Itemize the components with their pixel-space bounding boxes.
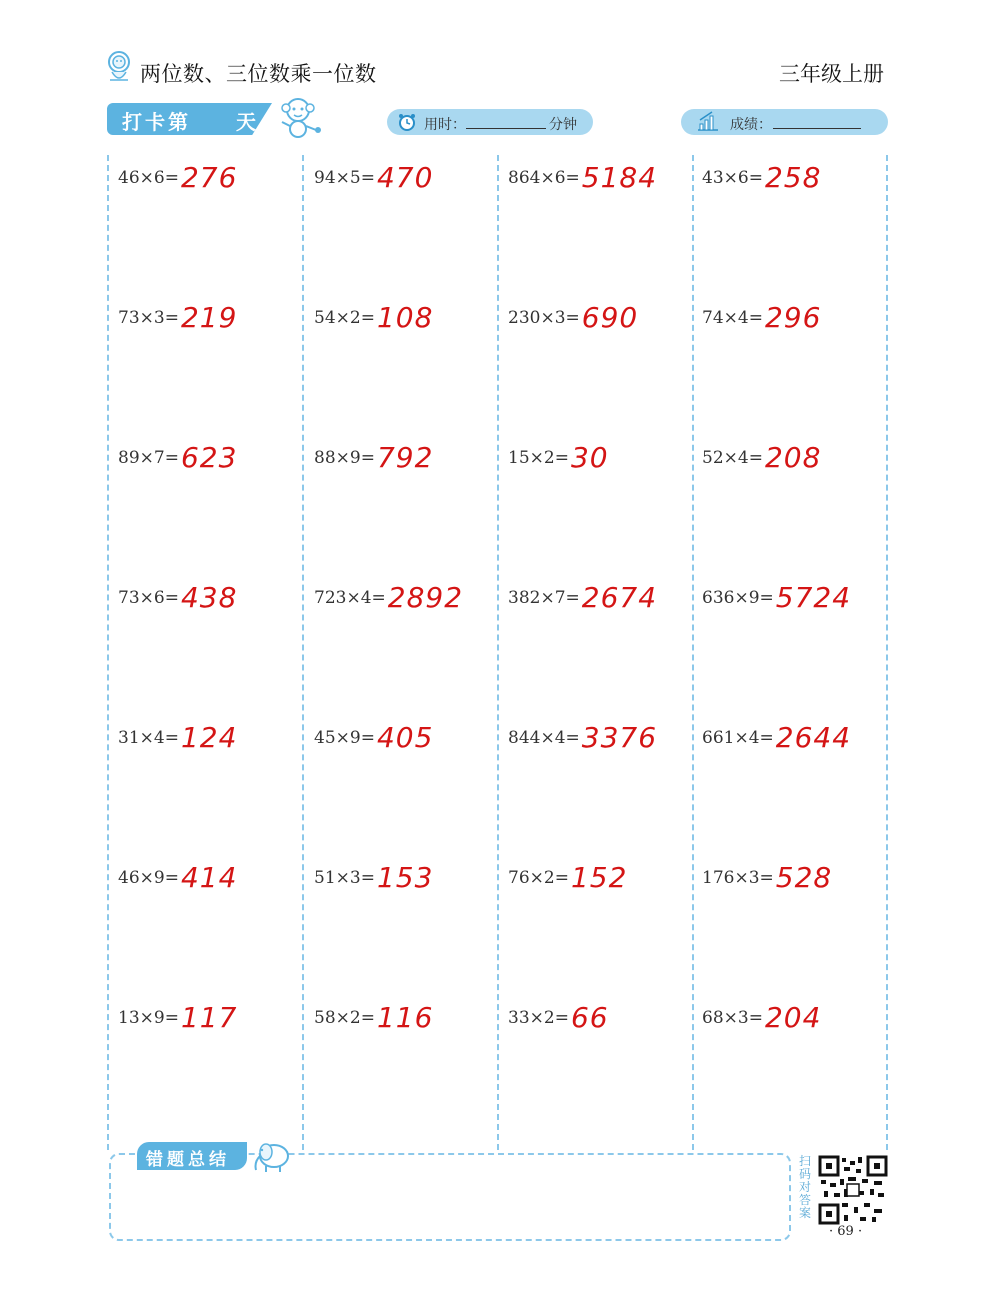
handwritten-answer[interactable]: 153 bbox=[376, 861, 434, 894]
handwritten-answer[interactable]: 258 bbox=[764, 161, 822, 194]
problem-item bbox=[314, 144, 433, 194]
problem-item bbox=[702, 984, 821, 1034]
problem-item bbox=[508, 144, 657, 194]
lion-mascot-icon bbox=[104, 50, 134, 84]
problem-expression: 54×2= bbox=[314, 308, 375, 328]
page-number: · 69 · bbox=[829, 1224, 863, 1239]
handwritten-answer[interactable]: 276 bbox=[180, 161, 238, 194]
qr-code-icon[interactable] bbox=[818, 1155, 888, 1225]
problem-item bbox=[702, 844, 832, 894]
problem-expression: 382×7= bbox=[508, 588, 580, 608]
problem-item bbox=[702, 564, 851, 614]
handwritten-answer[interactable]: 5724 bbox=[775, 581, 852, 614]
problem-item bbox=[508, 844, 627, 894]
alarm-clock-icon bbox=[397, 112, 417, 132]
column-divider bbox=[302, 155, 304, 1150]
handwritten-answer[interactable]: 2674 bbox=[581, 581, 658, 614]
problem-expression: 43×6= bbox=[702, 168, 763, 188]
grade-label: 三年级上册 bbox=[779, 62, 884, 86]
chapter-title: 两位数、三位数乘一位数 bbox=[140, 62, 377, 86]
problem-item bbox=[314, 844, 433, 894]
problem-expression: 74×4= bbox=[702, 308, 763, 328]
problem-expression: 864×6= bbox=[508, 168, 580, 188]
elephant-mascot-icon bbox=[250, 1138, 294, 1174]
problem-expression: 52×4= bbox=[702, 448, 763, 468]
time-unit-label: 分钟 bbox=[549, 117, 577, 133]
handwritten-answer[interactable]: 5184 bbox=[581, 161, 658, 194]
time-label: 用时： bbox=[424, 117, 466, 133]
handwritten-answer[interactable]: 414 bbox=[180, 861, 238, 894]
problem-expression: 45×9= bbox=[314, 728, 375, 748]
problem-item bbox=[118, 144, 237, 194]
problem-expression: 176×3= bbox=[702, 868, 774, 888]
problem-item bbox=[508, 564, 657, 614]
problem-expression: 73×6= bbox=[118, 588, 179, 608]
handwritten-answer[interactable]: 30 bbox=[570, 441, 609, 474]
handwritten-answer[interactable]: 438 bbox=[180, 581, 238, 614]
problem-expression: 89×7= bbox=[118, 448, 179, 468]
problem-item bbox=[314, 984, 433, 1034]
handwritten-answer[interactable]: 2892 bbox=[387, 581, 464, 614]
problem-item bbox=[118, 564, 237, 614]
problem-item bbox=[508, 704, 657, 754]
problem-expression: 15×2= bbox=[508, 448, 569, 468]
time-input-blank[interactable] bbox=[466, 128, 546, 129]
problem-item bbox=[118, 284, 237, 334]
error-summary-label: 错题总结 bbox=[146, 1150, 230, 1170]
handwritten-answer[interactable]: 117 bbox=[180, 1001, 238, 1034]
problem-item bbox=[702, 704, 851, 754]
handwritten-answer[interactable]: 124 bbox=[180, 721, 238, 754]
handwritten-answer[interactable]: 219 bbox=[180, 301, 238, 334]
problem-item bbox=[118, 844, 237, 894]
checkin-day-label: 天 bbox=[236, 110, 256, 134]
problem-expression: 58×2= bbox=[314, 1008, 375, 1028]
problem-item bbox=[118, 704, 237, 754]
checkin-label: 打卡第 bbox=[122, 110, 191, 134]
problem-item bbox=[314, 424, 433, 474]
handwritten-answer[interactable]: 296 bbox=[764, 301, 822, 334]
problem-expression: 73×3= bbox=[118, 308, 179, 328]
problem-item bbox=[314, 284, 433, 334]
handwritten-answer[interactable]: 528 bbox=[775, 861, 833, 894]
problem-expression: 88×9= bbox=[314, 448, 375, 468]
problem-expression: 68×3= bbox=[702, 1008, 763, 1028]
column-divider bbox=[886, 155, 888, 1150]
handwritten-answer[interactable]: 204 bbox=[764, 1001, 822, 1034]
handwritten-answer[interactable]: 116 bbox=[376, 1001, 434, 1034]
problem-item bbox=[314, 564, 463, 614]
score-input-blank[interactable] bbox=[773, 128, 861, 129]
problem-expression: 94×5= bbox=[314, 168, 375, 188]
problem-item bbox=[314, 704, 433, 754]
bar-chart-icon bbox=[696, 110, 720, 132]
problem-expression: 76×2= bbox=[508, 868, 569, 888]
handwritten-answer[interactable]: 2644 bbox=[775, 721, 852, 754]
problem-expression: 51×3= bbox=[314, 868, 375, 888]
monkey-mascot-icon bbox=[276, 96, 324, 140]
column-divider bbox=[692, 155, 694, 1150]
problem-item bbox=[508, 284, 638, 334]
problem-expression: 661×4= bbox=[702, 728, 774, 748]
handwritten-answer[interactable]: 623 bbox=[180, 441, 238, 474]
handwritten-answer[interactable]: 108 bbox=[376, 301, 434, 334]
problem-expression: 31×4= bbox=[118, 728, 179, 748]
problem-expression: 13×9= bbox=[118, 1008, 179, 1028]
problem-item bbox=[118, 424, 237, 474]
column-divider bbox=[107, 155, 109, 1150]
problem-item bbox=[702, 284, 821, 334]
handwritten-answer[interactable]: 690 bbox=[581, 301, 639, 334]
handwritten-answer[interactable]: 3376 bbox=[581, 721, 658, 754]
problem-expression: 844×4= bbox=[508, 728, 580, 748]
problem-expression: 46×9= bbox=[118, 868, 179, 888]
score-label: 成绩： bbox=[730, 117, 772, 133]
scan-for-answers-label: 扫码对答案 bbox=[799, 1154, 812, 1220]
problem-expression: 230×3= bbox=[508, 308, 580, 328]
handwritten-answer[interactable]: 152 bbox=[570, 861, 628, 894]
problem-expression: 33×2= bbox=[508, 1008, 569, 1028]
problem-item bbox=[508, 984, 609, 1034]
handwritten-answer[interactable]: 470 bbox=[376, 161, 434, 194]
problem-item bbox=[118, 984, 237, 1034]
handwritten-answer[interactable]: 66 bbox=[570, 1001, 609, 1034]
problem-expression: 636×9= bbox=[702, 588, 774, 608]
handwritten-answer[interactable]: 208 bbox=[764, 441, 822, 474]
problem-expression: 46×6= bbox=[118, 168, 179, 188]
problem-item bbox=[702, 424, 821, 474]
handwritten-answer[interactable]: 792 bbox=[376, 441, 434, 474]
problem-item bbox=[702, 144, 821, 194]
problem-expression: 723×4= bbox=[314, 588, 386, 608]
column-divider bbox=[497, 155, 499, 1150]
handwritten-answer[interactable]: 405 bbox=[376, 721, 434, 754]
problem-item bbox=[508, 424, 609, 474]
